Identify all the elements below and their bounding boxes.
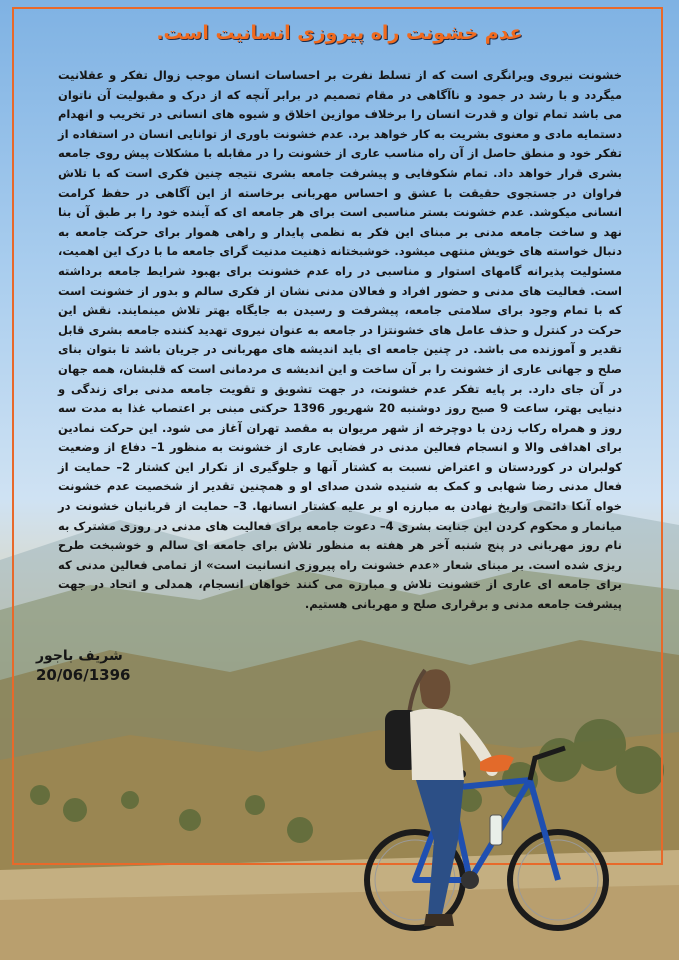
body-text: خشونت نیروی ویرانگری است که از تسلط نفرت بر احساسات انسان موجب زوال تفکر و عقلانیت میگردد و با رشد در جمود و ناآگاهی در مقام تصمیم در برابر آنچه که از درک و مقبولیت آن ناتوان می باشد تمام توان و قدرت انسان را برخلاف موازین اخلاق و شیوه های انسانی در تخریب و انهدام دستمایه مادی و معنوی بشریت به کار خواهد برد. عدم خشونت باوری از توانایی انسان در استفاده از تفکر خود و منطق حاصل از آن راه مناسب عاری از خشونت را در مقابله با مشکلات پیش روی جامعه بشری قرار خواهد داد. تمام شکوفایی و پیشرفت جامعه بشری نتیجه چنین فکری است که با تلاش فراوان در جستجوی حقیقت با عشق و احساس مهربانی برخاسته از این آگاهی در حفظ کرامت انسانی میکوشد. عدم خشونت بستر مناسبی است برای هر جامعه ای که آینده خود را بر طبق آن بنا نهد و ساخت جامعه مدنی بر مبنای این فکر به نظمی پایدار و راهی هموار برای حرکت جامعه به دنبال خواسته های خویش منتهی میشود. خوشبختانه ذهنیت مدنیت گرای جامعه ما با درک این اهمیت، مسئولیت پذیرانه گامهای استوار و مناسبی در راه عدم خشونت برای بهبود شرایط جامعه برداشته است. فعالیت های مدنی و حضور افراد و فعالان مدنی نشان از فکری سالم و بدور از خشونت است که با تمام وجود برای سلامتی جامعه، پیشرفت و رسیدن به جایگاه بهتر تلاش مینمایند. نقش این حرکت در کنترل و حذف عامل های خشونتزا در جامعه به عنوان نیروی تهدید کننده جامعه بشری قابل تقدیر و آموزنده می باشد. در چنین جامعه ای باید اندیشه های مهربانی در جریان باشد تا بتوان بنای صلح و جهانی عاری از خشونت را بر آن ساخت و این اندیشه ی مردمانی است که قلبشان، همه جهان در آن جای دارد. بر پایه تفکر عدم خشونت، در جهت تشویق و تقویت جامعه مدنی برای زندگی و دنیایی بهتر، ساعت 9 صبح روز دوشنبه 20 شهریور 1396 حرکتی مبنی بر اعتصاب غذا به مدت سه روز و همراه رکاب زدن با دوچرخه از شهر مریوان به مقصد تهران آغاز می شود. این حرکت نمادین برای اهدافی والا و انسجام فعالین مدنی در فضایی عاری از خشونت به منظور 1– دفاع از وضعیت کولبران در کوردستان و اعتراض نسبت به کشتار آنها و جلوگیری از تکرار این کشتار 2– حمایت از فعال مدنی رضا شهابی و کمک به شنیده شدن صدای او و همچنین تقدیر از شخصیت عدم خشونت خواه آنکا دائمی واریخ نهادن به مبارزه او بر علیه کشتار انسانها. 3– حمایت از قربانیان خشونت در میانمار و محکوم کردن این جنایت بشری 4– دعوت جامعه برای فعالیت های مدنی در روزی مشترک به نام روز مهربانی در پنج شنبه آخر هر هفته به منظور تلاش برای جامعه ای سالم و خوشبخت طرح ریزی شده است. بر مبنای شعار «عدم خشونت راه پیروزی انسانیت است» از تمامی فعالین مدنی که برای جامعه ای عاری از خشونت تلاش و مبارزه می کنند خواهان انسجام، همدلی و اتحاد در جهت پیشرفت جامعه مدنی و برقراری صلح و مهربانی هستیم. [58,68,623,612]
cyclist-with-bicycle [330,630,630,940]
signature-date: 20/06/1396 [36,666,131,684]
poster-title: عدم خشونت راه پیروزی انسانیت است. [156,22,523,44]
signature-block [36,648,156,684]
cyclist-figure [385,669,514,926]
bicycle [367,748,606,928]
signature-name: شریف باجور [36,648,123,664]
